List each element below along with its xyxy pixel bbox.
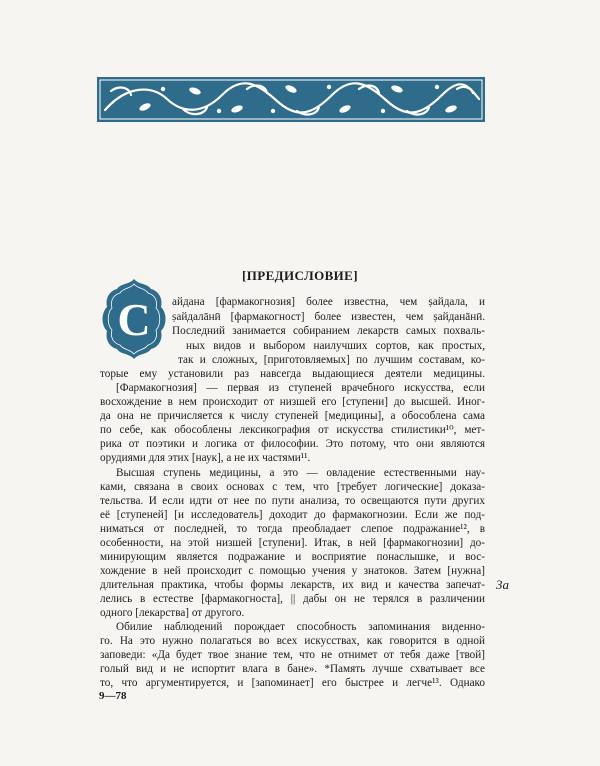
text-line: тельства. И если идти от нее по пути анализа, то освещаются пути других xyxy=(100,495,485,507)
text-line: торые ему установили раз навсегда выдающиеся деятели медицины. xyxy=(100,368,485,380)
banner-ornament-icon xyxy=(97,77,485,122)
text-line: восхождение в нем происходит от низшей его [ступени] до высшей. Иног- xyxy=(100,396,485,408)
text-line: Обилие наблюдений порождает способность запоминания виденно- xyxy=(116,621,485,633)
text-line: по себе, как обособлены лексикография от искусства стилистики¹⁰, мет- xyxy=(100,424,485,436)
drop-cap xyxy=(101,277,167,361)
text-line: то, что аргументируется, и [запоминает] его быстрее и легче¹³. Однако xyxy=(100,677,485,689)
text-line: заповеди: «Да будет твое знание тем, что не отнимет от тебя даже [твой] xyxy=(100,649,485,661)
text-line: да она не причисляется к числу ступеней [медицины], а обособлена сама xyxy=(100,410,485,422)
text-line: Последний занимается собиранием лекарств самых похваль- xyxy=(172,325,485,337)
text-line: ками, связана в своих основах с тем, что [требует логические] доказа- xyxy=(100,481,485,493)
text-line: хождение в ней происходит с помощью учения у знатоков. Затем [нужна] xyxy=(100,565,485,577)
text-line: рика от поэтики и логика от философии. Это потому, что они являются xyxy=(100,438,485,450)
text-line: минирующим является подражание и восприятие понаслышке, и вос- xyxy=(100,551,485,563)
text-line: длительная практика, чтобы формы лекарств, их вид и качества запечат- xyxy=(100,579,485,591)
folio-signature: 9—78 xyxy=(99,690,127,702)
text-line: Высшая ступень медицины, а это — овладение естественными нау- xyxy=(116,467,485,479)
text-line: так и сложных, [приготовляемых] по лучшим составам, ко- xyxy=(178,354,485,366)
text-line: одного [лекарства] от другого. xyxy=(100,607,245,619)
text-line: [Фармакогнозия] — первая из ступеней врачебного искусства, если xyxy=(116,382,485,394)
ornamental-header-banner xyxy=(97,77,485,122)
text-line: го. На это нужно полагаться во всех искусствах, как говорится в одной xyxy=(100,635,485,647)
text-line: её [ступеней] [и исследователь] доходит до фармакогнозии. Если же под- xyxy=(100,509,485,521)
text-line: ṣайдалāнӣ [фармакогност] более известен, чем ṣайданāнӣ. xyxy=(172,311,485,323)
text-line: лелись в естестве [фармакогноста], || дабы он не терялся в различении xyxy=(100,593,485,605)
text-line: ниматься от последней, то тогда преобладает слепое подражание¹², в xyxy=(100,523,485,535)
text-line: ных видов и выбором наилучших сортов, как простых, xyxy=(186,340,485,352)
margin-note: 3а xyxy=(496,577,509,592)
text-line: айдана [фармакогнозия] более известна, чем ṣайдала, и xyxy=(172,296,485,308)
text-line: особенности, на этой низшей [ступени]. Итак, в ней [фармакогнозии] до- xyxy=(100,537,485,549)
section-title: [ПРЕДИСЛОВИЕ] xyxy=(242,268,358,283)
text-line: орудиями для этих [наук], а не их частями¹¹. xyxy=(100,452,311,464)
text-line: голый вид и не испортит влага в бане». *Память лучше схватывает все xyxy=(100,663,485,675)
drop-cap-letter: С xyxy=(117,294,151,345)
